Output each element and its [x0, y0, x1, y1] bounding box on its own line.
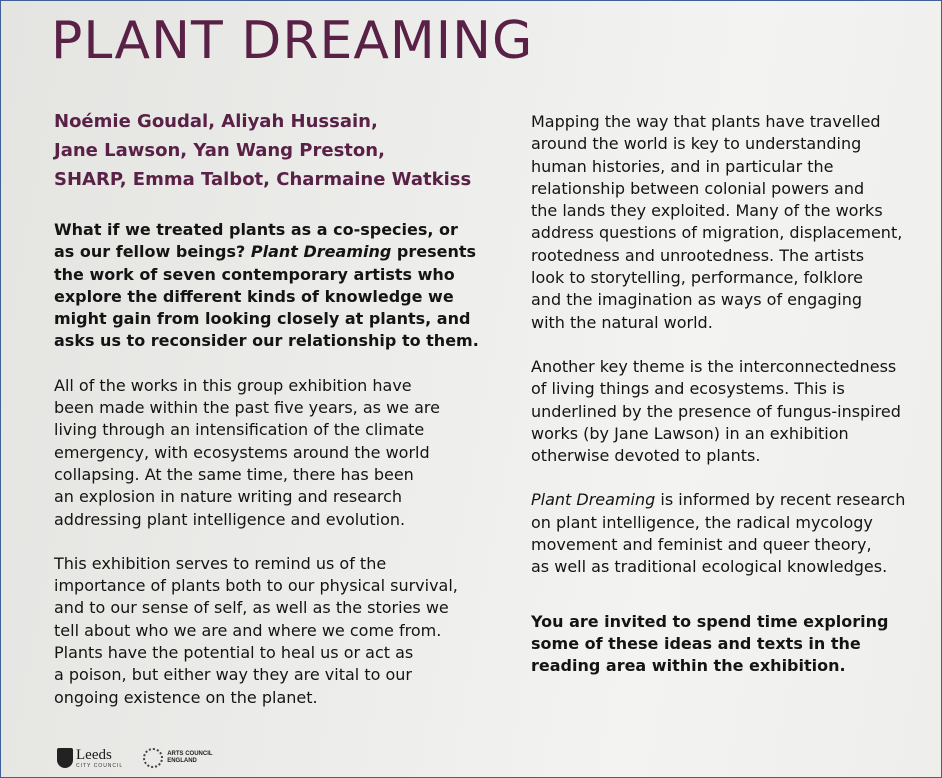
body-text: is informed by recent research: [660, 490, 906, 510]
intro-line: explore the different kinds of knowledge we: [54, 286, 454, 306]
artist-line: SHARP, Emma Talbot, Charmaine Watkiss: [54, 169, 472, 190]
paragraph-gap: [531, 467, 931, 489]
exhibition-name-italic: Plant Dreaming: [531, 490, 656, 510]
intro-line: might gain from looking closely at plants, and: [54, 309, 471, 329]
body-line: around the world is key to understanding: [531, 134, 862, 154]
body-line: and the imagination as ways of engaging: [531, 290, 863, 310]
body-line: on plant intelligence, the radical mycology: [531, 512, 873, 532]
paragraph-gap: [54, 353, 524, 375]
body-line: All of the works in this group exhibition have: [54, 375, 412, 395]
body-line: look to storytelling, performance, folklore: [531, 268, 863, 288]
leeds-wordmark: [76, 748, 123, 769]
body-line: addressing plant intelligence and evolution.: [54, 509, 406, 529]
body-line: and to our sense of self, as well as the stories we: [54, 598, 449, 618]
body-line: of living things and ecosystems. This is: [531, 379, 845, 399]
intro-line: asks us to reconsider our relationship to them.: [54, 331, 479, 351]
paragraph-gap: [531, 334, 931, 356]
intro-line: the work of seven contemporary artists who: [54, 264, 455, 284]
body-paragraph-1: [54, 375, 524, 531]
ace-text-line: ARTS COUNCIL: [167, 751, 213, 757]
body-paragraph-2: [54, 553, 524, 709]
body-line: with the natural world.: [531, 312, 713, 332]
body-line: human histories, and in particular the: [531, 156, 834, 176]
left-column: [54, 219, 524, 709]
ace-wordmark: [167, 751, 212, 765]
body-line: This exhibition serves to remind us of the: [54, 553, 387, 573]
body-line: rootedness and unrootedness. The artists: [531, 245, 865, 265]
body-line: importance of plants both to our physical survival,: [54, 576, 458, 596]
body-line: underlined by the presence of fungus-inspired: [531, 401, 901, 421]
intro-line: [54, 241, 524, 263]
paragraph-gap: [531, 601, 931, 611]
body-line: [531, 489, 931, 511]
body-line: works (by Jane Lawson) in an exhibition: [531, 423, 849, 443]
leeds-text: Leeds: [76, 746, 112, 763]
body-line: the lands they exploited. Many of the works: [531, 201, 883, 221]
sponsor-logos: [57, 745, 213, 771]
right-column: [531, 111, 931, 678]
body-paragraph-4: [531, 356, 931, 467]
invite-line: reading area within the exhibition.: [531, 656, 846, 676]
body-line: tell about who we are and where we come from.: [54, 620, 442, 640]
body-line: emergency, with ecosystems around the world: [54, 442, 430, 462]
paragraph-gap: [531, 579, 931, 601]
artist-line: Jane Lawson, Yan Wang Preston,: [54, 140, 385, 161]
body-line: collapsing. At the same time, there has been: [54, 464, 414, 484]
exhibition-title: PLANT DREAMING: [51, 11, 534, 71]
body-line: relationship between colonial powers and: [531, 178, 865, 198]
paragraph-gap: [54, 531, 524, 553]
intro-line: What if we treated plants as a co-species, or: [54, 220, 458, 239]
crest-icon: [57, 748, 73, 768]
body-line: address questions of migration, displacement,: [531, 223, 903, 243]
arts-council-england-logo: [143, 748, 212, 768]
artist-list: [54, 107, 514, 194]
body-line: been made within the past five years, as we are: [54, 398, 440, 418]
body-line: an explosion in nature writing and research: [54, 487, 403, 507]
intro-text: as our fellow beings?: [54, 242, 246, 262]
invite-line: You are invited to spend time exploring: [531, 611, 889, 631]
body-line: Another key theme is the interconnectedness: [531, 356, 897, 376]
dotted-circle-icon: [143, 748, 163, 768]
body-line: Plants have the potential to heal us or act as: [54, 643, 414, 663]
body-line: a poison, but either way they are vital to our: [54, 665, 412, 685]
body-line: movement and feminist and queer theory,: [531, 535, 872, 555]
invitation-paragraph: [531, 611, 931, 678]
invite-line: some of these ideas and texts in the: [531, 633, 861, 653]
body-paragraph-3: [531, 111, 931, 334]
exhibition-name-italic: Plant Dreaming: [250, 242, 392, 262]
body-line: Mapping the way that plants have travelled: [531, 112, 881, 131]
body-line: living through an intensification of the climate: [54, 420, 425, 440]
body-line: as well as traditional ecological knowledges.: [531, 557, 888, 577]
body-line: otherwise devoted to plants.: [531, 446, 761, 466]
artist-line: Noémie Goudal, Aliyah Hussain,: [54, 111, 378, 132]
leeds-sub-text: CITY COUNCIL: [76, 762, 124, 769]
body-paragraph-5: [531, 489, 931, 578]
leeds-city-council-logo: [57, 748, 123, 769]
body-line: ongoing existence on the planet.: [54, 687, 318, 707]
intro-text: presents: [396, 242, 477, 262]
intro-paragraph: [54, 219, 524, 353]
ace-text-line: ENGLAND: [167, 758, 197, 764]
